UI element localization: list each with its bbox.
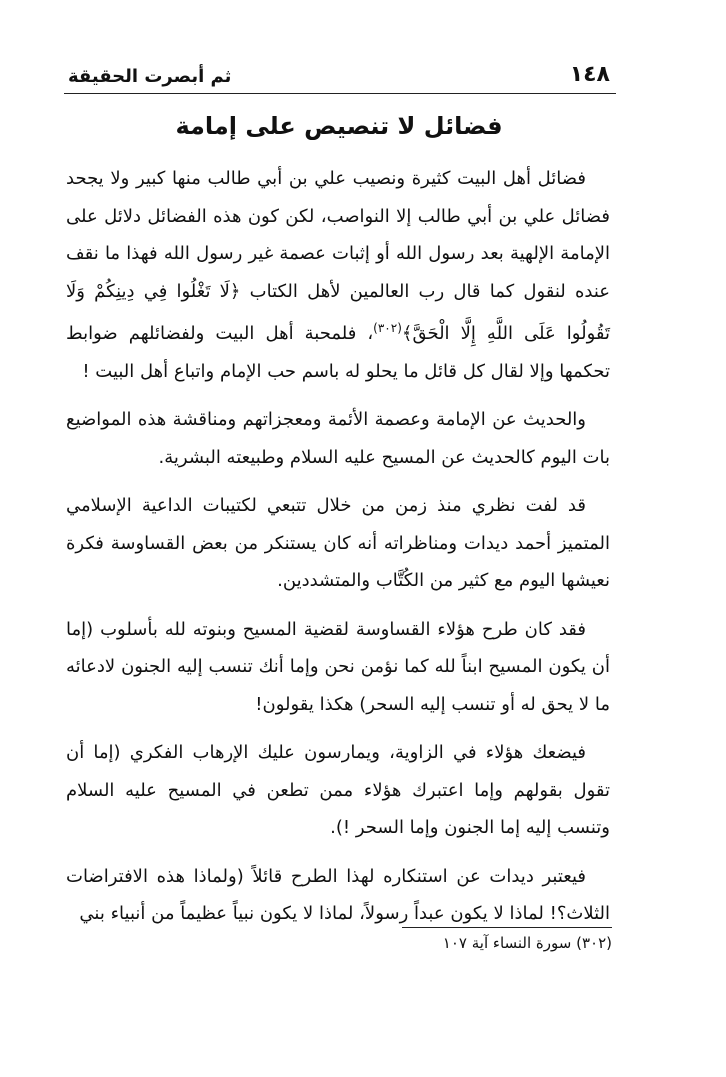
paragraph-text: فضائل أهل البيت كثيرة ونصيب علي بن أبي طالب منها كبير ولا يجحد فضائل علي بن أبي طالب إلا النواصب، لكن كون هذه الفضائل دلائل على الإمامة الإلهية بعد رسول الله أو إثبات عصمة غير رسول الله فهذا ما نقف عنده لنقول كما قال رب العالمين لأهل الكتاب ﴿لَا تَغْلُوا فِي دِينِكُمْ وَلَا تَقُولُوا عَلَى اللَّهِ إِلَّا الْحَقَّ﴾ [66, 168, 611, 344]
paragraph [66, 160, 610, 390]
footnote: (٣٠٢) سورة النساء آية ١٠٧ [442, 934, 612, 952]
paragraph-text: ، فلمحبة أهل البيت ولفضائلهم ضوابط تحكمها وإلا لقال كل قائل ما يحلو له باسم حب الإمام واتباع أهل البيت ! [66, 323, 610, 382]
page-header [68, 64, 610, 94]
paragraph: قد لفت نظري منذ زمن من خلال تتبعي لكتيبات الداعية الإسلامي المتميز أحمد ديدات ومناظراته أنه كان يستنكر من بعض القساوسة فكرة نعيشها اليوم مع كثير من الكُتَّاب والمتشددين. [66, 495, 610, 591]
body-text [66, 160, 610, 944]
section-title: فضائل لا تنصيص على إمامة [175, 112, 503, 140]
header-rule [64, 93, 616, 94]
paragraph: فيضعك هؤلاء في الزاوية، ويمارسون عليك الإرهاب الفكري (إما أن تقول بقولهم وإما اعتبرك هؤلاء ممن تطعن في المسيح عليه السلام وتنسب إليه إما الجنون وإما السحر !). [66, 742, 610, 838]
paragraph: والحديث عن الإمامة وعصمة الأئمة ومعجزاتهم ومناقشة هذه المواضيع بات اليوم كالحديث عن المسيح عليه السلام وطبيعته البشرية. [66, 409, 610, 468]
page-number: ١٤٨ [569, 62, 610, 87]
footnote-rule [402, 927, 612, 928]
running-title: ثم أبصرت الحقيقة [68, 66, 232, 87]
paragraph: فيعتبر ديدات عن استنكاره لهذا الطرح قائلاً (ولماذا هذه الافتراضات الثلاث؟! لماذا لا يكون عبداً رسولاً، لماذا لا يكون نبياً عظيماً من أنبياء بني [66, 865, 610, 924]
footnote-reference: (٣٠٢) [373, 321, 402, 335]
paragraph: فقد كان طرح هؤلاء القساوسة لقضية المسيح وبنوته لله بأسلوب (إما أن يكون المسيح ابناً لله كما نؤمن نحن وإما أنك تنسب إليه الجنون لادعائه ما لا يحق له أو تنسب إليه السحر) هكذا يقولون! [66, 618, 610, 715]
